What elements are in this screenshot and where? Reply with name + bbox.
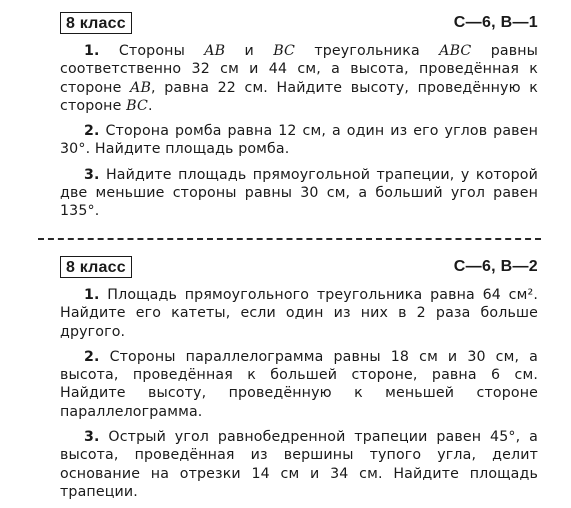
- grade-label: 8 класс: [60, 12, 132, 34]
- task-number: 2.: [84, 123, 100, 140]
- task-text: Найдите площадь прямоугольной трапеции, у которой две меньшие стороны равны 30 см, а больший угол равен 135°.: [60, 166, 538, 220]
- task-number: 2.: [84, 348, 100, 365]
- section-header: [60, 12, 538, 38]
- task-text: треугольника: [295, 43, 440, 59]
- variant-label: С—6, В—1: [453, 14, 538, 31]
- grade-label: 8 класс: [60, 256, 132, 278]
- segment-label: AB: [130, 79, 152, 96]
- segment-label: BC: [273, 43, 296, 59]
- task-text: равны соответственно 32 см и 44 см, а высота, проведённая к стороне: [60, 43, 539, 96]
- task-number: 1.: [84, 43, 100, 59]
- task-text: Острый угол равнобедренной трапеции равен 45°, а высота, проведённая из вершины тупого угла, делит основание на отрезки 14 см и 34 см. Найдите площадь трапеции.: [60, 429, 538, 500]
- task-3: [60, 166, 538, 221]
- variant-label: С—6, В—2: [453, 258, 538, 275]
- task-text: Стороны: [99, 43, 205, 59]
- task-2: [60, 348, 538, 421]
- triangle-label: ABC: [439, 43, 472, 59]
- task-text: Стороны параллелограмма равны 18 см и 30 см, а высота, проведённая к большей стороне, равна 6 см. Найдите высоту, проведённую к меньшей стороне параллелограмма.: [60, 348, 538, 420]
- variant-2-section: [60, 256, 538, 508]
- task-1: [60, 42, 538, 115]
- task-text: .: [148, 97, 153, 114]
- task-text: и: [225, 43, 274, 59]
- task-text: , равна 22 см. Найдите высоту, проведённую к стороне: [60, 79, 538, 114]
- task-number: 3.: [84, 429, 100, 446]
- section-header: [60, 256, 538, 282]
- dashed-divider: [38, 238, 541, 240]
- task-text: Сторона ромба равна 12 см, а один из его углов равен 30°. Найдите площадь ромба.: [60, 123, 538, 158]
- segment-label: BC: [126, 97, 149, 114]
- task-3: [60, 428, 538, 501]
- task-1: [60, 286, 538, 341]
- task-number: 1.: [84, 287, 100, 303]
- task-2: [60, 122, 538, 159]
- task-number: 3.: [84, 166, 100, 183]
- task-text: Площадь прямоугольного треугольника равна 64 см². Найдите его катеты, если один из них в 2 раза больше другого.: [60, 287, 538, 340]
- segment-label: AB: [204, 43, 226, 59]
- variant-1-section: [60, 12, 538, 228]
